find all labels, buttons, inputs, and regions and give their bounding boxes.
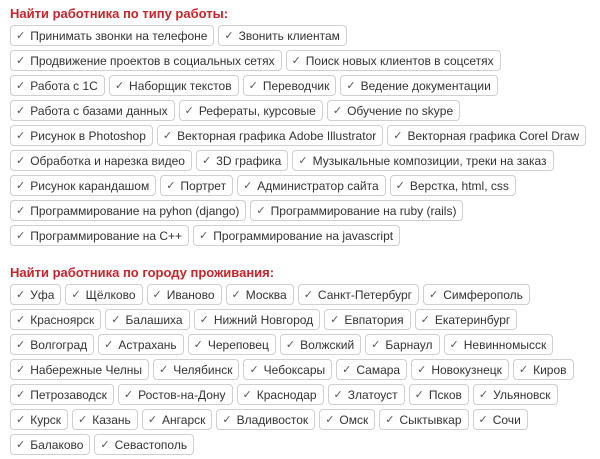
checkmark-icon: ✓ [414, 388, 424, 401]
work-type-tag[interactable] [10, 100, 175, 121]
city-tag[interactable] [142, 409, 213, 430]
city-tag[interactable] [216, 409, 315, 430]
work-type-tag[interactable] [292, 150, 553, 171]
city-tag-label: Краснодар [256, 387, 317, 402]
checkmark-icon: ✓ [199, 229, 209, 242]
city-tag[interactable] [10, 309, 101, 330]
checkmark-icon: ✓ [16, 438, 26, 451]
city-tag-label: Владивосток [236, 412, 309, 427]
checkmark-icon: ✓ [420, 313, 430, 326]
city-tag[interactable] [118, 384, 233, 405]
work-type-tag[interactable] [10, 175, 156, 196]
checkmark-icon: ✓ [123, 388, 134, 401]
city-tag[interactable] [513, 359, 574, 380]
checkmark-icon: ✓ [16, 129, 26, 142]
checkmark-icon: ✓ [285, 338, 296, 351]
city-tag[interactable] [237, 384, 324, 405]
work-type-tag-label: Рисунок карандашом [30, 178, 150, 193]
city-tag[interactable] [365, 334, 439, 355]
work-type-tag-label: Продвижение проектов в социальных сетях [30, 53, 275, 68]
city-tag[interactable] [298, 284, 419, 305]
work-type-section-title: Найти работника по типу работы: [10, 6, 229, 21]
city-tag-label: Красноярск [30, 312, 95, 327]
city-tag[interactable] [336, 359, 407, 380]
work-type-tag-label: Верстка, html, css [409, 178, 509, 193]
city-tag-label: Симферополь [443, 287, 523, 302]
checkmark-icon: ✓ [16, 229, 26, 242]
work-type-tag-label: Портрет [180, 178, 227, 193]
checkmark-icon: ✓ [166, 179, 176, 192]
checkmark-icon: ✓ [147, 413, 158, 426]
city-tag-label: Евпатория [344, 312, 404, 327]
city-tag[interactable] [188, 334, 276, 355]
checkmark-icon: ✓ [16, 179, 26, 192]
checkmark-icon: ✓ [393, 129, 403, 142]
checkmark-icon: ✓ [256, 204, 266, 217]
city-tag[interactable] [423, 284, 530, 305]
checkmark-icon: ✓ [201, 154, 212, 167]
checkmark-icon: ✓ [333, 388, 343, 401]
city-tag-label: Москва [245, 287, 287, 302]
city-tag-label: Ульяновск [493, 387, 551, 402]
work-type-tag[interactable] [193, 225, 400, 246]
work-type-tag-label: Переводчик [262, 78, 330, 93]
city-tag-label: Златоуст [347, 387, 398, 402]
work-type-tag[interactable] [10, 225, 189, 246]
checkmark-icon: ✓ [78, 413, 88, 426]
work-type-tag-label: Программирование на javascript [213, 228, 394, 243]
checkmark-icon: ✓ [162, 129, 173, 142]
checkmark-icon: ✓ [111, 313, 121, 326]
city-tag-label: Псков [428, 387, 462, 402]
checkmark-icon: ✓ [330, 313, 340, 326]
checkmark-icon: ✓ [242, 388, 252, 401]
work-type-tag[interactable] [327, 100, 460, 121]
city-tag[interactable] [10, 334, 94, 355]
city-tag[interactable] [415, 309, 518, 330]
checkmark-icon: ✓ [184, 104, 194, 117]
checkmark-icon: ✓ [478, 413, 488, 426]
checkmark-icon: ✓ [248, 79, 258, 92]
checkmark-icon: ✓ [417, 363, 427, 376]
city-tag[interactable] [10, 384, 114, 405]
checkmark-icon: ✓ [371, 338, 381, 351]
city-tag-label: Уфа [30, 287, 55, 302]
work-type-tag[interactable] [250, 200, 463, 221]
city-tag-label: Волжский [300, 337, 355, 352]
city-tag-label: Петрозаводск [30, 387, 107, 402]
checkmark-icon: ✓ [16, 29, 26, 42]
work-type-tag[interactable] [243, 75, 337, 96]
city-tag[interactable] [411, 359, 509, 380]
checkmark-icon: ✓ [342, 363, 352, 376]
work-type-tag-label: 3D графика [216, 153, 282, 168]
checkmark-icon: ✓ [231, 288, 241, 301]
checkmark-icon: ✓ [332, 104, 343, 117]
city-tag-label: Балаково [30, 437, 84, 452]
checkmark-icon: ✓ [16, 413, 26, 426]
work-type-tag[interactable] [10, 125, 153, 146]
city-tag[interactable] [409, 384, 469, 405]
work-type-tag[interactable] [10, 75, 105, 96]
checkmark-icon: ✓ [152, 288, 162, 301]
checkmark-icon: ✓ [291, 54, 301, 67]
city-tag-label: Иваново [166, 287, 215, 302]
checkmark-icon: ✓ [243, 179, 253, 192]
checkmark-icon: ✓ [16, 204, 26, 217]
work-type-tag[interactable] [10, 50, 282, 71]
work-type-tag-label: Векторная графика Adobe Illustrator [177, 128, 377, 143]
city-tag-label: Астрахань [118, 337, 177, 352]
work-type-tag-label: Звонить клиентам [238, 28, 340, 43]
city-tag[interactable] [98, 334, 183, 355]
city-tag[interactable] [280, 334, 361, 355]
work-type-tag-label: Программирование на ruby (rails) [270, 203, 457, 218]
city-tag-label: Санкт-Петербург [317, 287, 413, 302]
work-type-tag-label: Поиск новых клиентов в соцсетях [305, 53, 494, 68]
work-type-tag-label: Администратор сайта [257, 178, 379, 193]
city-tag[interactable] [473, 409, 528, 430]
checkmark-icon: ✓ [16, 54, 26, 67]
city-tag-label: Казань [92, 412, 131, 427]
work-type-tag[interactable] [109, 75, 239, 96]
work-type-tag-label: Музыкальные композиции, треки на заказ [312, 153, 547, 168]
checkmark-icon: ✓ [478, 388, 489, 401]
work-type-tag-label: Работа с базами данных [30, 103, 168, 118]
checkmark-icon: ✓ [199, 313, 209, 326]
work-type-tag[interactable] [340, 75, 497, 96]
checkmark-icon: ✓ [16, 288, 26, 301]
city-tag-label: Курск [30, 412, 61, 427]
city-tag-label: Ростов-на-Дону [138, 387, 226, 402]
work-type-tag-label: Обработка и нарезка видео [30, 153, 185, 168]
city-tag-label: Ангарск [162, 412, 206, 427]
work-type-tag-label: Ведение документации [360, 78, 491, 93]
work-type-tag-label: Рисунок в Photoshop [30, 128, 146, 143]
section-spacer [10, 246, 600, 265]
city-tag[interactable] [319, 409, 375, 430]
city-tag-label: Киров [533, 362, 567, 377]
city-tag-label: Омск [339, 412, 369, 427]
work-type-tag[interactable] [10, 200, 246, 221]
city-tag[interactable] [226, 284, 294, 305]
city-tag[interactable] [379, 409, 468, 430]
checkmark-icon: ✓ [71, 288, 81, 301]
work-type-tag-label: Наборщик текстов [129, 78, 232, 93]
checkmark-icon: ✓ [303, 288, 313, 301]
city-tag-label: Сочи [492, 412, 521, 427]
city-tag[interactable] [10, 409, 68, 430]
city-tag-label: Щёлково [85, 287, 136, 302]
city-tag[interactable] [328, 384, 405, 405]
work-type-tag[interactable] [390, 175, 516, 196]
checkmark-icon: ✓ [346, 79, 356, 92]
city-tag-label: Невинномысск [463, 337, 547, 352]
city-tag[interactable] [10, 359, 149, 380]
city-tag-label: Екатеринбург [434, 312, 511, 327]
city-tag[interactable] [72, 409, 138, 430]
city-tag[interactable] [94, 434, 194, 455]
city-tag[interactable] [444, 334, 554, 355]
checkmark-icon: ✓ [449, 338, 459, 351]
city-tag-label: Балашиха [125, 312, 183, 327]
city-tag[interactable] [65, 284, 142, 305]
city-tag-label: Череповец [207, 337, 269, 352]
work-type-tag[interactable] [286, 50, 501, 71]
city-tag[interactable] [243, 359, 332, 380]
checkmark-icon: ✓ [100, 438, 110, 451]
city-tag-label: Севастополь [114, 437, 188, 452]
city-tag[interactable] [10, 434, 90, 455]
city-tag-label: Нижний Новгород [213, 312, 314, 327]
work-type-tag-label: Принимать звонки на телефоне [30, 28, 208, 43]
city-tag[interactable] [194, 309, 321, 330]
work-type-tag-label: Рефераты, курсовые [198, 103, 316, 118]
work-type-tag-label: Обучение по skype [347, 103, 454, 118]
checkmark-icon: ✓ [16, 154, 26, 167]
city-tag-label: Сыктывкар [399, 412, 462, 427]
city-tag-label: Барнаул [385, 337, 433, 352]
checkmark-icon: ✓ [429, 288, 439, 301]
city-tag[interactable] [324, 309, 410, 330]
work-type-tag[interactable] [218, 25, 346, 46]
checkmark-icon: ✓ [224, 29, 234, 42]
checkmark-icon: ✓ [518, 363, 529, 376]
checkmark-icon: ✓ [193, 338, 203, 351]
work-type-tag[interactable] [160, 175, 233, 196]
work-type-tag[interactable] [387, 125, 586, 146]
work-type-tag[interactable] [157, 125, 383, 146]
work-type-tag[interactable] [179, 100, 323, 121]
city-tag[interactable] [105, 309, 189, 330]
city-tag-list [10, 284, 595, 455]
checkmark-icon: ✓ [385, 413, 395, 426]
checkmark-icon: ✓ [395, 179, 405, 192]
work-type-tag-label: Программирование на pyhon (django) [30, 203, 240, 218]
city-section-title: Найти работника по городу проживания: [10, 265, 275, 280]
checkmark-icon: ✓ [114, 79, 125, 92]
checkmark-icon: ✓ [222, 413, 232, 426]
work-type-tag[interactable] [237, 175, 386, 196]
work-type-tag[interactable] [196, 150, 288, 171]
city-tag-label: Набережные Челны [30, 362, 142, 377]
work-type-tag[interactable] [10, 150, 192, 171]
city-tag[interactable] [153, 359, 239, 380]
checkmark-icon: ✓ [325, 413, 335, 426]
city-tag-label: Самара [356, 362, 401, 377]
checkmark-icon: ✓ [298, 154, 308, 167]
checkmark-icon: ✓ [16, 313, 26, 326]
city-tag-label: Волгоград [30, 337, 88, 352]
city-tag[interactable] [147, 284, 222, 305]
work-type-tag-label: Векторная графика Corel Draw [407, 128, 580, 143]
checkmark-icon: ✓ [16, 338, 26, 351]
city-tag-label: Челябинск [173, 362, 233, 377]
checkmark-icon: ✓ [16, 104, 26, 117]
city-tag[interactable] [473, 384, 558, 405]
city-tag-label: Новокузнецк [431, 362, 502, 377]
checkmark-icon: ✓ [16, 363, 26, 376]
checkmark-icon: ✓ [16, 79, 26, 92]
city-tag[interactable] [10, 284, 61, 305]
checkmark-icon: ✓ [159, 363, 169, 376]
city-tag-label: Чебоксары [263, 362, 326, 377]
work-type-tag-label: Работа с 1С [30, 78, 98, 93]
checkmark-icon: ✓ [249, 363, 259, 376]
work-type-tag-list [10, 25, 595, 246]
work-type-tag-label: Программирование на С++ [30, 228, 183, 243]
checkmark-icon: ✓ [16, 388, 26, 401]
work-type-tag[interactable] [10, 25, 214, 46]
checkmark-icon: ✓ [104, 338, 114, 351]
